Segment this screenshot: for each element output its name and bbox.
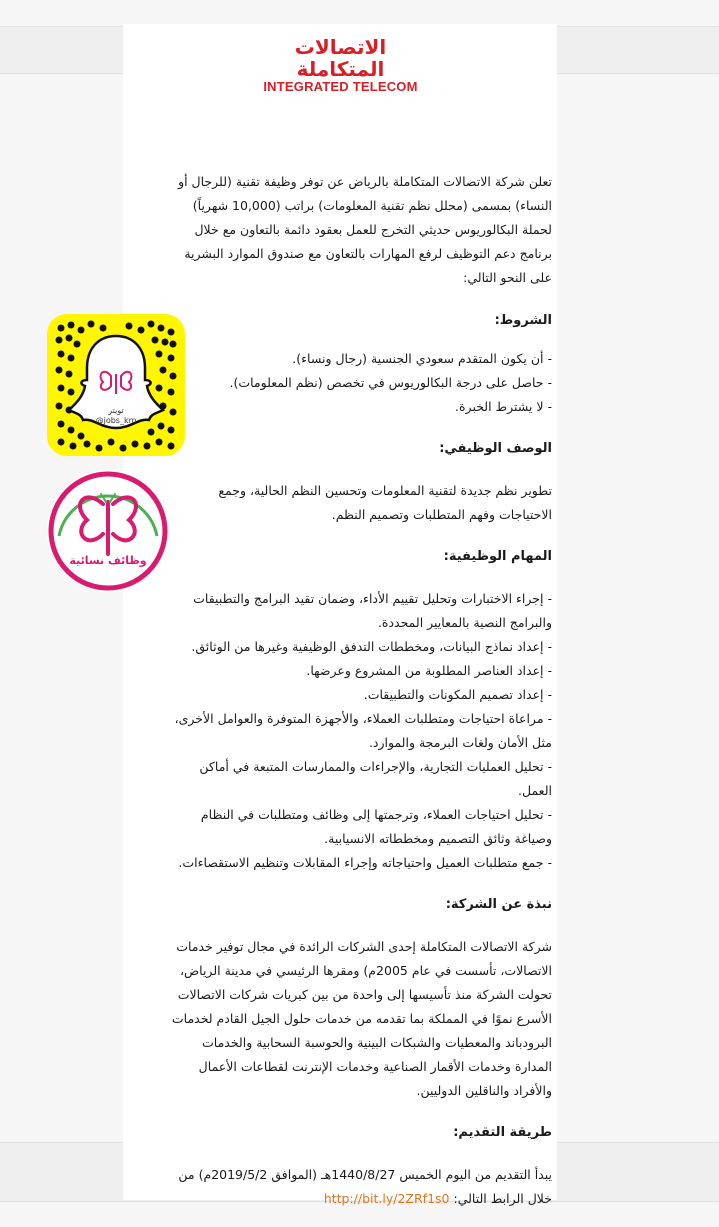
task-line: - تحليل احتياجات العملاء، وترجمتها إلى وظائف ومتطلبات في النظام xyxy=(200,807,552,822)
task-line: - إعداد تصميم المكونات والتطبيقات. xyxy=(363,687,552,702)
intro-line: على النحو التالي: xyxy=(463,270,552,285)
task-line: - إعداد نماذج البيانات، ومخططات التدفق الوظيفية وغيرها من الوثائق. xyxy=(191,639,552,654)
description-line: الاحتياجات وفهم المتطلبات وتصميم النظم. xyxy=(331,507,552,522)
apply-line: يبدأ التقديم من اليوم الخميس 1440/8/27هـ (الموافق 2019/5/2م) من xyxy=(178,1167,552,1182)
logo-arabic-text: الاتصالات المتكاملة xyxy=(294,35,387,81)
about-line: شركة الاتصالات المتكاملة إحدى الشركات الرائدة في مجال توفير خدمات xyxy=(176,939,552,954)
task-line: - إجراء الاختبارات وتحليل تقييم الأداء، وضمان تقيد البرامج والتطبيقات xyxy=(193,591,552,606)
intro-line: برنامج دعم التوظيف لرفع المهارات بالتعاون مع صندوق الموارد البشرية xyxy=(184,246,552,261)
apply-heading: طريقة التقديم: xyxy=(453,1125,552,1140)
about-line: والأفراد والناقلين الدوليين. xyxy=(416,1083,552,1098)
task-line: والبرامج النصية بالمعايير المحددة. xyxy=(377,615,552,630)
tasks-heading: المهام الوظيفية: xyxy=(443,549,552,564)
condition-item: - لا يشترط الخبرة. xyxy=(455,399,552,414)
about-line: البرودباند والمعطيات والشبكات البينية والحوسبة السحابية والخدمات xyxy=(202,1035,552,1050)
intro-paragraph xyxy=(134,170,552,290)
apply-link-prefix: خلال الرابط التالي: xyxy=(453,1191,552,1206)
condition-item: - أن يكون المتقدم سعودي الجنسية (رجال ونساء). xyxy=(292,351,552,366)
task-line: العمل. xyxy=(518,783,552,798)
about-line: الاتصالات، تأسست في عام 2005م) ومقرها الرئيسي في مدينة الرياض، xyxy=(179,963,552,978)
intro-line: تعلن شركة الاتصالات المتكاملة بالرياض عن توفر وظيفة تقنية (للرجال أو xyxy=(178,174,552,189)
description-line: تطوير نظم جديدة لتقنية المعلومات وتحسين النظم الحالية، وجمع xyxy=(218,483,552,498)
intro-line: لحملة البكالوريوس حديثي التخرج للعمل بعقود دائمة بالتعاون مع خلال xyxy=(194,222,552,237)
apply-link[interactable]: http://bit.ly/2ZRf1s0 xyxy=(323,1191,450,1206)
task-line: وصياغة وثائق التصميم ومخططاته الانسيابية. xyxy=(324,831,552,846)
job-announcement xyxy=(134,170,552,1211)
intro-line: النساء) بمسمى (محلل نظم تقنية المعلومات) براتب (10,000 شهرياً) xyxy=(192,198,552,213)
description-heading: الوصف الوظيفي: xyxy=(439,441,552,456)
snapcode-caption: تويتر xyxy=(108,406,124,415)
condition-item: - حاصل على درجة البكالوريوس في تخصص (نظم المعلومات). xyxy=(229,375,552,390)
about-line: المدارة وخدمات الأقمار الصناعية وخدمات الإنترنت لقطاعات الأعمال xyxy=(198,1059,552,1074)
task-line: - مراعاة احتياجات ومتطلبات العملاء، والأجهزة المتوفرة والعوامل الأخرى، xyxy=(174,711,552,726)
badge-text: وظائف نسائية xyxy=(69,554,147,567)
apply-line xyxy=(134,1187,552,1211)
snapcode-handle: @jobs_km xyxy=(95,416,137,425)
about-line: تحولت الشركة منذ تأسيسها إلى واحدة من بين كبريات شركات الاتصالات xyxy=(177,987,552,1002)
about-heading: نبذة عن الشركة: xyxy=(445,897,552,912)
company-logo xyxy=(258,36,423,94)
task-line: - إعداد العناصر المطلوبة من المشروع وعرضها. xyxy=(306,663,552,678)
task-line: مثل الأمان ولغات البرمجة والموارد. xyxy=(368,735,552,750)
task-line: - تحليل العمليات التجارية، والإجراءات والممارسات المتبعة في أماكن xyxy=(199,759,552,774)
about-line: الأسرع نموًا في المملكة بما تقدمه من خدمات حلول الجيل القادم لخدمات xyxy=(171,1011,552,1026)
conditions-heading: الشروط: xyxy=(494,313,552,328)
task-line: - جمع متطلبات العميل واحتياجاته وإجراء المقابلات وتنظيم الاستقصاءات. xyxy=(178,855,552,870)
logo-english-text: INTEGRATED TELECOM xyxy=(263,79,418,94)
